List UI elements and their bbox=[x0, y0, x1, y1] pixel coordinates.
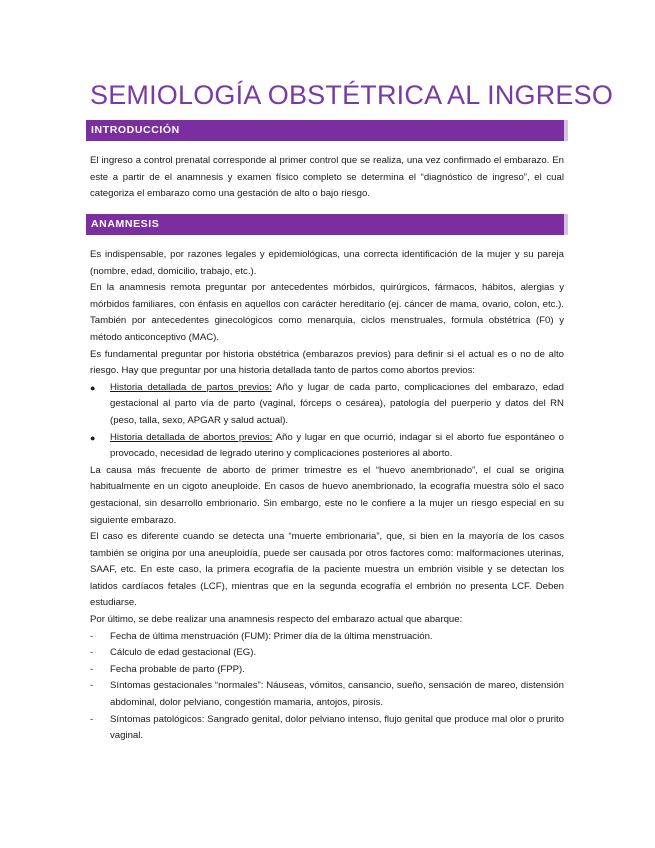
dash-list bbox=[90, 629, 564, 745]
list-item-label: Historia detallada de abortos previos: bbox=[110, 431, 273, 443]
paragraph: El ingreso a control prenatal corresponde al primer control que se realiza, una vez confirmado el embarazo. En este a partir de el anamnesis y examen físico completo se determina el “diagnóstico de ingreso”, el cual categoriza el embarazo como una gestación de alto o bajo riesgo. bbox=[90, 155, 564, 200]
list-item-text: Síntomas patológicos: Sangrado genital, dolor pelviano intenso, flujo genital que produce mal olor o prurito vaginal. bbox=[110, 713, 564, 742]
list-item-label: Historia detallada de partos previos: bbox=[110, 381, 272, 393]
list-item-text: Cálculo de edad gestacional (EG). bbox=[110, 647, 257, 659]
dash-marker: - bbox=[90, 630, 94, 642]
paragraph: El caso es diferente cuando se detecta una “muerte embrionaria”, que, si bien en la mayoría de los casos también se origina por una aneuploidía, puede ser causada por otros factores como: malformaciones uterinas, SAAF, etc. En este caso, la primera ecografía de la paciente muestra un embrión visible y se detectan los latidos cardíacos fetales (LCF), mientras que en la segunda ecografía el embrión no presenta LCF. Deben estudiarse. bbox=[90, 531, 564, 609]
bullet-icon: ● bbox=[90, 382, 96, 393]
section-header-label: ANAMNESIS bbox=[91, 218, 160, 230]
section-header-introduccion bbox=[86, 120, 568, 141]
list-item bbox=[90, 380, 564, 430]
section-header-anamnesis bbox=[86, 214, 568, 235]
list-item bbox=[90, 678, 564, 711]
list-item-text: Síntomas gestacionales “normales”: Náuseas, vómitos, cansancio, sueño, sensación de mareo, distensión abdominal, dolor pelviano, congestión mamaria, antojos, pirosis. bbox=[110, 680, 564, 709]
list-item bbox=[90, 662, 564, 679]
paragraph: La causa más frecuente de aborto de primer trimestre es el “huevo anembrionado”, el cual se origina habitualmente en un cigoto aneuploide. En casos de huevo anembrionado, la ecografía muestra sólo el saco gestacional, sin desarrollo embrionario. Sin embargo, este no le confiere a la mujer un riesgo especial en su siguiente embarazo. bbox=[90, 464, 564, 526]
paragraph: Por último, se debe realizar una anamnesis respecto del embarazo actual que abarque: bbox=[90, 614, 463, 626]
dash-marker: - bbox=[90, 647, 94, 659]
list-item bbox=[90, 645, 564, 662]
list-item bbox=[90, 430, 564, 463]
paragraph: Es indispensable, por razones legales y epidemiológicas, una correcta identificación de la mujer y su pareja (nombre, edad, domicilio, trabajo, etc.). bbox=[90, 249, 564, 277]
paragraph: Es fundamental preguntar por historia obstétrica (embarazos previos) para definir si el actual es o no de alto riesgo. Hay que preguntar por una historia detallada tanto de partos como abortos previos: bbox=[90, 348, 564, 377]
list-item-text: Fecha de última menstruación (FUM): Primer día de la última menstruación. bbox=[110, 630, 433, 642]
page-title: SEMIOLOGÍA OBSTÉTRICA AL INGRESO bbox=[90, 80, 614, 110]
section-header-label: INTRODUCCIÓN bbox=[91, 124, 180, 136]
section-body-introduccion bbox=[90, 153, 564, 203]
dash-marker: - bbox=[90, 713, 94, 725]
dash-marker: - bbox=[90, 663, 94, 675]
list-item-text: Fecha probable de parto (FPP). bbox=[110, 663, 245, 675]
paragraph: En la anamnesis remota preguntar por antecedentes mórbidos, quirúrgicos, fármacos, hábitos, alergias y mórbidos familiares, con énfasis en aquellos con carácter hereditario (ej. cáncer de mama, ovario, colon, etc.). También por antecedentes ginecológicos como menarquia, ciclos menstruales, formula obstétrica (F0) y método anticonceptivo (MAC). bbox=[90, 282, 564, 343]
bullet-icon: ● bbox=[90, 432, 96, 443]
list-item-text: Año y lugar en que ocurrió, indagar si el aborto fue espontáneo o provocado, necesidad de legrado uterino y complicaciones posteriores al aborto. bbox=[110, 431, 564, 460]
bullet-list bbox=[90, 380, 564, 463]
list-item-text: Año y lugar de cada parto, complicaciones del embarazo, edad gestacional al parto vía de parto (vaginal, fórceps o cesárea), patología del puerperio y datos del RN (peso, talla, sexo, APGAR y salud actual). bbox=[110, 381, 564, 426]
section-body-anamnesis bbox=[90, 247, 564, 745]
list-item bbox=[90, 712, 564, 745]
list-item bbox=[90, 629, 564, 646]
dash-marker: - bbox=[90, 680, 94, 692]
